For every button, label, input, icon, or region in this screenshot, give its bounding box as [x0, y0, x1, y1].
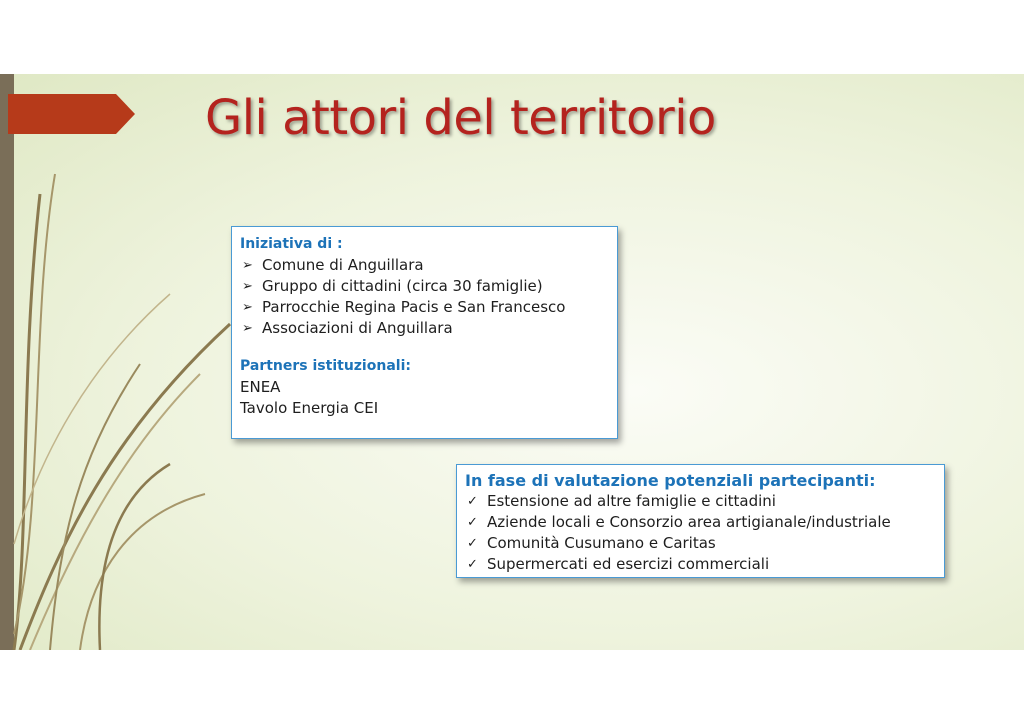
partner-item: ENEA [240, 378, 281, 396]
partner-item: Tavolo Energia CEI [240, 399, 379, 417]
initiative-heading: Iniziativa di : [240, 236, 343, 252]
partners-heading: Partners istituzionali: [240, 358, 411, 374]
list-item: ➢ Associazioni di Anguillara [242, 319, 453, 337]
list-item: ➢ Gruppo di cittadini (circa 30 famiglie) [242, 277, 543, 295]
slide [0, 74, 1024, 650]
title-arrow-icon [8, 94, 135, 134]
list-item: ➢ Parrocchie Regina Pacis e San Francesco [242, 298, 566, 316]
arrow-bullet-icon: ➢ [242, 279, 253, 294]
page-title: Gli attori del territorio [205, 90, 716, 146]
initiative-list [240, 255, 617, 339]
participants-list [465, 491, 944, 575]
participants-box [456, 464, 945, 578]
checkmark-icon: ✓ [467, 494, 478, 509]
list-item: ✓ Estensione ad altre famiglie e cittadini [467, 492, 776, 510]
list-item: ✓ Supermercati ed esercizi commerciali [467, 555, 770, 573]
list-item: ✓ Aziende locali e Consorzio area artigianale/industriale [467, 513, 891, 531]
arrow-bullet-icon: ➢ [242, 321, 253, 336]
checkmark-icon: ✓ [467, 557, 478, 572]
arrow-bullet-icon: ➢ [242, 258, 253, 273]
checkmark-icon: ✓ [467, 515, 478, 530]
checkmark-icon: ✓ [467, 536, 478, 551]
participants-heading: In fase di valutazione potenziali partecipanti: [465, 471, 876, 490]
arrow-bullet-icon: ➢ [242, 300, 253, 315]
list-item: ➢ Comune di Anguillara [242, 256, 424, 274]
initiative-box [231, 226, 618, 439]
list-item: ✓ Comunità Cusumano e Caritas [467, 534, 716, 552]
